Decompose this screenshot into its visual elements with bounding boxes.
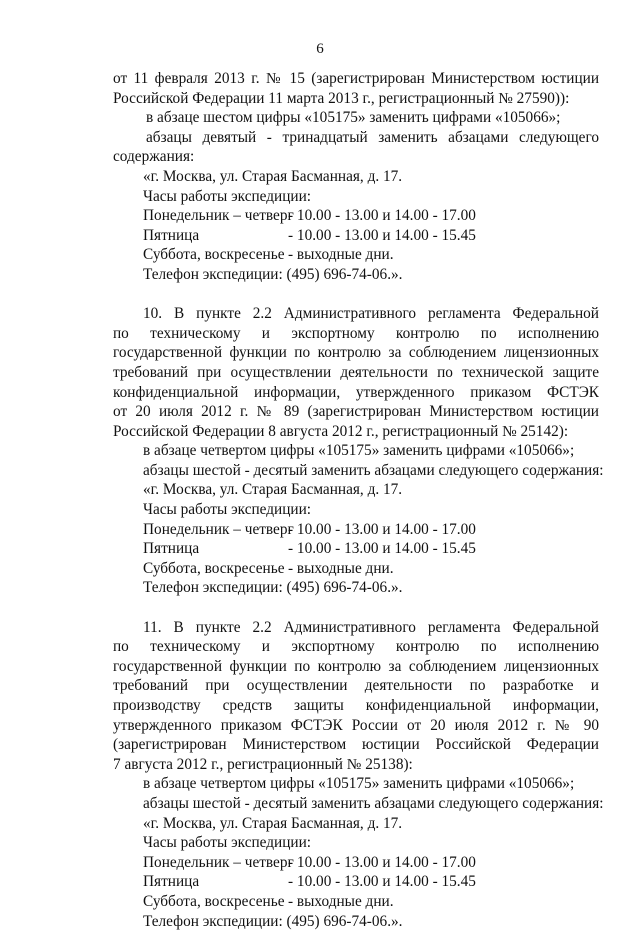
day-label: Понедельник – четверг [143,853,294,871]
hours-row-weekend [113,892,599,912]
paragraph-line: Российской Федерации 11 марта 2013 г., регистрационный № 27590)): [113,89,570,107]
paragraph-line: содержания: [113,148,195,166]
time-range: - выходные дни. [288,892,394,910]
paragraph-line: от 11 февраля 2013 г. № 15 (зарегистрирован Министерством юстиции [113,70,599,87]
hours-title: Часы работы экспедиции: [143,501,312,519]
paragraph-line: Российской Федерации 8 августа 2012 г., регистрационный № 25142): [113,422,569,440]
hours-title: Часы работы экспедиции: [143,187,312,205]
paragraph-line: (зарегистрирован Министерством юстиции Российской Федерации [113,736,599,754]
hours-row-mon-thu [113,853,599,873]
paragraph-line: 10. В пункте 2.2 Административного регламента Федеральной [143,305,599,323]
paragraph-line: 11. В пункте 2.2 Административного регламента Федеральной [143,618,599,636]
paragraph-line: в абзаце четвертом цифры «105175» заменить цифрами «105066»; [143,775,575,793]
paragraph-line: государственной функции по контролю за соблюдением лицензионных [113,344,599,362]
paragraph-line: 7 августа 2012 г., регистрационный № 25138): [113,755,413,773]
paragraph-line: требований при осуществлении деятельности по технической защите [113,363,599,381]
address-line: «г. Москва, ул. Старая Басманная, д. 17. [143,481,403,499]
phone-line: Телефон экспедиции: (495) 696-74-06.». [143,579,403,597]
phone-line: Телефон экспедиции: (495) 696-74-06.». [143,912,403,930]
section-11 [113,618,604,931]
time-range: - 10.00 - 13.00 и 14.00 - 15.45 [288,540,476,558]
address-line: «г. Москва, ул. Старая Басманная, д. 17. [143,167,403,185]
day-label: Пятница [143,873,200,891]
paragraph-line: по техническому и экспортному контролю по исполнению [113,638,599,656]
phone-line: Телефон экспедиции: (495) 696-74-06.». [143,265,403,283]
hours-row-mon-thu [113,520,599,540]
paragraph-line: в абзаце шестом цифры «105175» заменить цифрами «105066»; [146,109,561,127]
section-10 [113,304,604,598]
time-range: - 10.00 - 13.00 и 14.00 - 15.45 [288,873,476,891]
address-line: «г. Москва, ул. Старая Басманная, д. 17. [143,814,403,832]
paragraph-line: от 20 июля 2012 г. № 89 (зарегистрирован Министерством юстиции [113,403,599,421]
paragraph-line: требований при осуществлении деятельности по разработке и [113,677,599,695]
paragraph-line: конфиденциальной информации, утвержденного приказом ФСТЭК [113,383,599,401]
document-body [113,69,604,931]
hours-row-weekend [113,559,599,579]
paragraph-line: абзацы шестой - десятый заменить абзацами следующего содержания: [143,461,604,479]
paragraph-line: в абзаце четвертом цифры «105175» заменить цифрами «105066»; [143,442,575,460]
time-range: - 10.00 - 13.00 и 14.00 - 17.00 [288,520,476,538]
day-label: Понедельник – четверг [143,207,294,225]
day-label: Суббота, воскресенье [143,246,285,264]
paragraph-line: по техническому и экспортному контролю по исполнению [113,324,599,342]
paragraph-line: утвержденного приказом ФСТЭК России от 20 июля 2012 г. № 90 [113,716,599,734]
hours-row-mon-thu [113,206,599,226]
time-range: - выходные дни. [288,246,394,264]
page-number: 6 [316,41,324,57]
day-label: Пятница [143,226,200,244]
section-9 [113,69,599,285]
time-range: - 10.00 - 13.00 и 14.00 - 17.00 [288,207,476,225]
paragraph-line: производству средств защиты конфиденциальной информации, [113,697,599,714]
paragraph-line: абзацы шестой - десятый заменить абзацами следующего содержания: [143,794,604,812]
paragraph-line: государственной функции по контролю за соблюдением лицензионных [113,657,599,675]
time-range: - выходные дни. [288,559,394,577]
day-label: Суббота, воскресенье [143,892,285,910]
hours-row-fri [113,226,599,246]
day-label: Понедельник – четверг [143,520,294,538]
hours-row-weekend [113,245,599,265]
time-range: - 10.00 - 13.00 и 14.00 - 15.45 [288,226,476,244]
hours-title: Часы работы экспедиции: [143,834,312,852]
hours-row-fri [113,539,599,559]
hours-row-fri [113,872,599,892]
time-range: - 10.00 - 13.00 и 14.00 - 17.00 [288,853,476,871]
paragraph-line: абзацы девятый - тринадцатый заменить абзацами следующего [146,128,599,146]
day-label: Пятница [143,540,200,558]
day-label: Суббота, воскресенье [143,559,285,577]
